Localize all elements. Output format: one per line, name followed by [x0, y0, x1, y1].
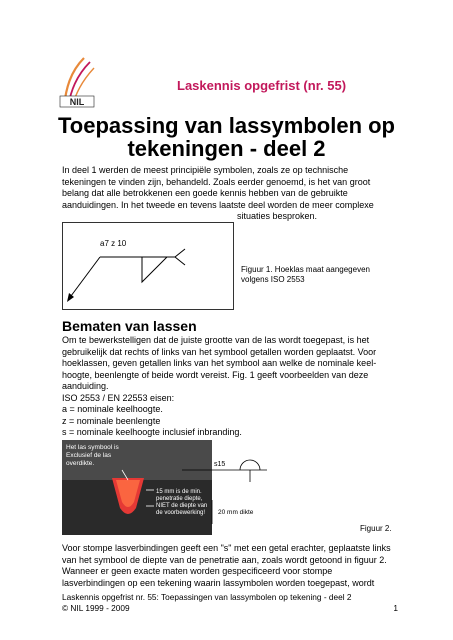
s-dimension-label: s15	[214, 461, 226, 468]
intro-line: In deel 1 werden de meest principiële symbolen, zoals ze op technische	[62, 165, 349, 175]
logo-text: NIL	[69, 97, 85, 107]
page-title	[0, 114, 453, 160]
series-title: Laskennis opgefrist (nr. 55)	[177, 78, 347, 93]
section-heading: Bematen van lassen	[62, 318, 197, 334]
figure-1-drawing	[62, 222, 234, 310]
section-line: Om te bewerkstelligen dat de juiste grootte van de las wordt toegepast, is het	[62, 335, 370, 345]
arrow-line	[68, 257, 100, 300]
figure-1-caption	[241, 265, 370, 285]
figure-2-drawing	[62, 440, 274, 535]
closing-line: Wanneer er geen exacte maten worden gespecificeerd voor stompe	[62, 566, 333, 576]
intro-line: aanduidingen. In het tweede en tevens laatste deel worden de meer complexe	[62, 199, 374, 210]
section-line: ISO 2553 / EN 22553 eisen:	[62, 392, 175, 403]
closing-line: lasverbindingen op een tekening waarin lassymbolen worden toegepast, wordt	[62, 577, 375, 588]
figure-2-caption: Figuur 2.	[360, 524, 392, 533]
drawing-area	[212, 440, 274, 535]
footer-title: Laskennis opgefrist nr. 55: Toepassingen van lassymbolen op tekening - deel 2	[62, 592, 352, 602]
closing-paragraph	[62, 543, 398, 589]
intro-line: belang dat alle betrokkenen een goede kennis hebben van de gebruikte	[62, 188, 348, 198]
intro-line: tekeningen te vinden zijn, behandeld. Zoals eerder genoemd, is het van groot	[62, 176, 371, 187]
intro-paragraph	[62, 165, 398, 223]
section-line: s = nominale keelhoogte inclusief inbranding.	[62, 427, 242, 437]
footer-copyright: © NIL 1999 - 2009	[62, 603, 130, 613]
intro-line: situaties besproken.	[237, 211, 318, 221]
section-line: z = nominale beenlengte	[62, 415, 161, 426]
section-line: hoeklassen, geven getallen links van het symbool aan welke de nominale keel-	[62, 358, 377, 368]
tail-symbol	[175, 249, 185, 265]
arrow-head	[67, 293, 74, 302]
caption-line: volgens ISO 2553	[241, 275, 305, 284]
page-number: 1	[393, 603, 398, 613]
closing-line: Voor stompe lasverbindingen geeft een "s" met een getal erachter, geplaatste links	[62, 543, 391, 553]
page-footer	[62, 592, 398, 614]
penetration-note: 15 mm is de min. penetratie diepte, NIET de diepte van de voorbewerking!	[156, 489, 208, 516]
section-paragraph	[62, 335, 398, 439]
symbol-note: Het las symbool is Exclusief de las overdikte.	[66, 444, 119, 467]
thickness-label: 20 mm dikte	[218, 509, 254, 516]
title-line-1: Toepassing van lassymbolen op	[57, 113, 395, 138]
section-line: a = nominale keelhoogte.	[62, 404, 163, 414]
caption-line: Figuur 1. Hoeklas maat aangegeven	[241, 265, 370, 274]
title-line-2: tekeningen - deel 2	[127, 136, 326, 161]
nil-logo	[54, 54, 98, 110]
weld-dimension-label: a7 z 10	[100, 239, 127, 248]
figure-1-frame	[63, 223, 234, 310]
closing-line: van het symbool de diepte van de penetratie aan, zoals wordt getoond in figuur 2.	[62, 554, 387, 565]
section-line: hoogte, beenlengte of beide wordt vereist. Fig. 1 geeft voorbeelden van deze	[62, 369, 369, 380]
section-line: gebruikelijk dat rechts of links van het symbool getallen worden geplaatst. Voor	[62, 346, 377, 357]
fillet-weld-symbol	[142, 257, 167, 282]
section-line: aanduiding.	[62, 381, 109, 391]
